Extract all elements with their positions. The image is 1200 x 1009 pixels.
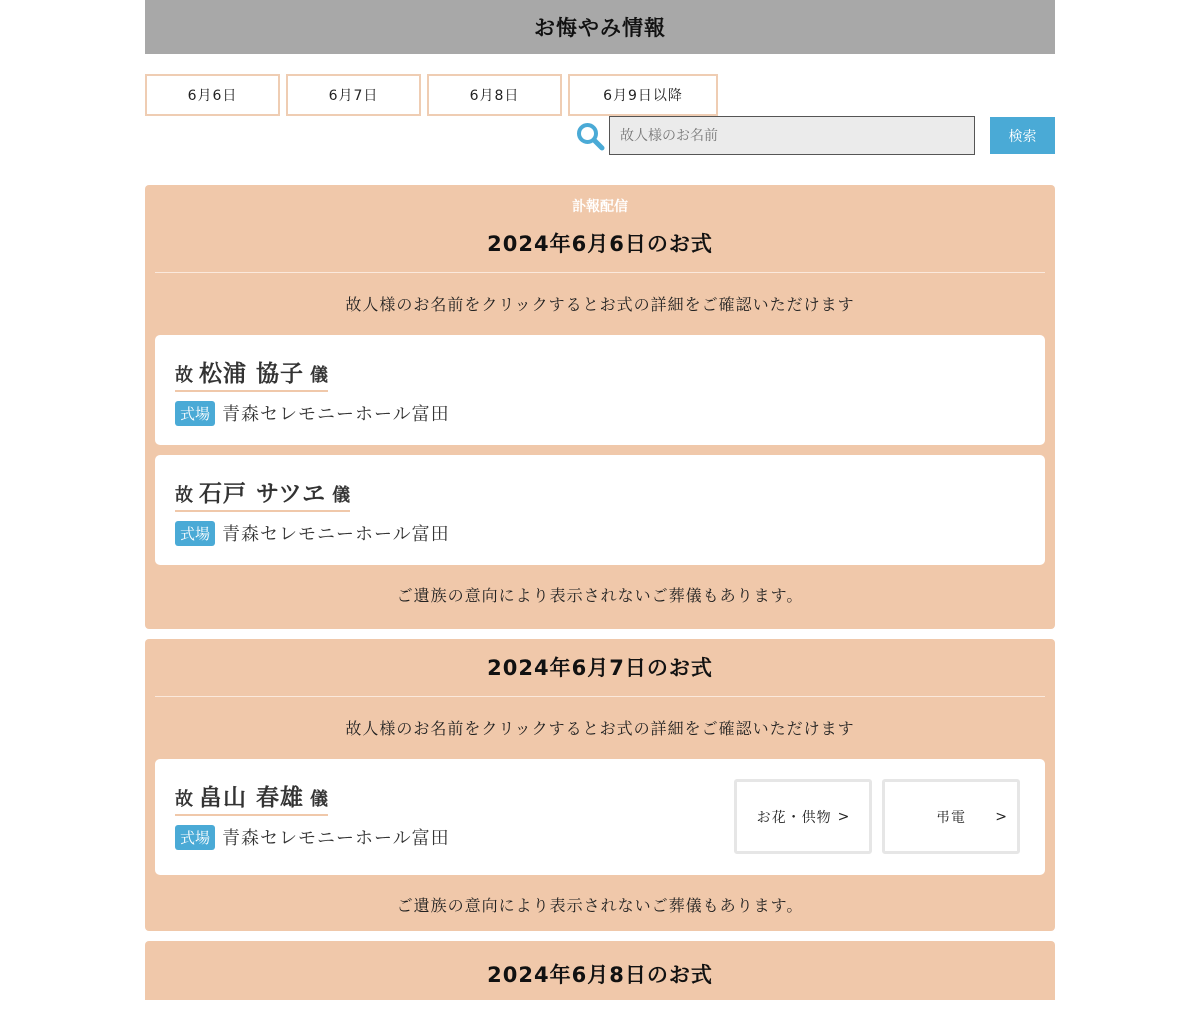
tab-june-8[interactable]: 6月8日 — [427, 74, 562, 116]
section-title: 2024年6月7日のお式 — [155, 639, 1045, 697]
funeral-section-june-8 — [145, 941, 1055, 1000]
deceased-name-link[interactable] — [175, 779, 328, 816]
venue-row — [175, 520, 1025, 546]
venue-row — [175, 400, 1025, 426]
name-prefix: 故 — [175, 485, 193, 506]
flowers-offerings-button[interactable] — [734, 779, 872, 854]
funeral-section-june-7 — [145, 639, 1055, 931]
search-input[interactable] — [609, 116, 975, 155]
search-bar — [575, 116, 1055, 155]
section-instruction: 故人様のお名前をクリックするとお式の詳細をご確認いただけます — [345, 719, 855, 738]
tab-june-9-onward[interactable]: 6月9日以降 — [568, 74, 718, 116]
page-container — [145, 0, 1055, 987]
tab-june-6[interactable]: 6月6日 — [145, 74, 280, 116]
section-label: 訃報配信 — [572, 199, 628, 215]
date-tabs — [145, 74, 718, 116]
deceased-name: 畠山 春雄 — [199, 785, 305, 811]
venue-badge: 式場 — [175, 401, 215, 426]
venue-name: 青森セレモニーホール富田 — [222, 404, 450, 425]
name-suffix: 儀 — [332, 485, 351, 506]
deceased-card — [155, 455, 1045, 565]
venue-badge: 式場 — [175, 521, 215, 546]
card-actions — [734, 779, 1020, 854]
button-label: お花・供物 — [756, 809, 832, 826]
deceased-card — [155, 759, 1045, 875]
venue-badge: 式場 — [175, 825, 215, 850]
search-button[interactable]: 検索 — [990, 117, 1055, 154]
deceased-name-link[interactable] — [175, 475, 350, 512]
section-instruction: 故人様のお名前をクリックするとお式の詳細をご確認いただけます — [345, 295, 855, 314]
condolence-telegram-button[interactable] — [882, 779, 1020, 854]
deceased-card — [155, 335, 1045, 445]
name-prefix: 故 — [175, 789, 193, 810]
funeral-section-june-6 — [145, 185, 1055, 629]
button-label: 弔電 — [936, 809, 966, 826]
search-icon[interactable] — [575, 121, 605, 151]
chevron-right-icon: > — [837, 808, 850, 825]
tab-june-7[interactable]: 6月7日 — [286, 74, 421, 116]
name-suffix: 儀 — [310, 365, 329, 386]
section-note: ご遺族の意向により表示されないご葬儀もあります。 — [396, 896, 804, 915]
name-prefix: 故 — [175, 365, 193, 386]
deceased-name-link[interactable] — [175, 355, 328, 392]
deceased-name: 松浦 協子 — [199, 361, 305, 387]
deceased-name: 石戸 サツヱ — [199, 481, 327, 507]
venue-name: 青森セレモニーホール富田 — [222, 524, 450, 545]
section-title: 2024年6月6日のお式 — [155, 215, 1045, 273]
chevron-right-icon: > — [995, 808, 1007, 825]
page-title: お悔やみ情報 — [145, 0, 1055, 54]
section-note: ご遺族の意向により表示されないご葬儀もあります。 — [396, 586, 804, 605]
name-suffix: 儀 — [310, 789, 329, 810]
section-title: 2024年6月8日のお式 — [487, 963, 713, 987]
venue-name: 青森セレモニーホール富田 — [222, 828, 450, 849]
